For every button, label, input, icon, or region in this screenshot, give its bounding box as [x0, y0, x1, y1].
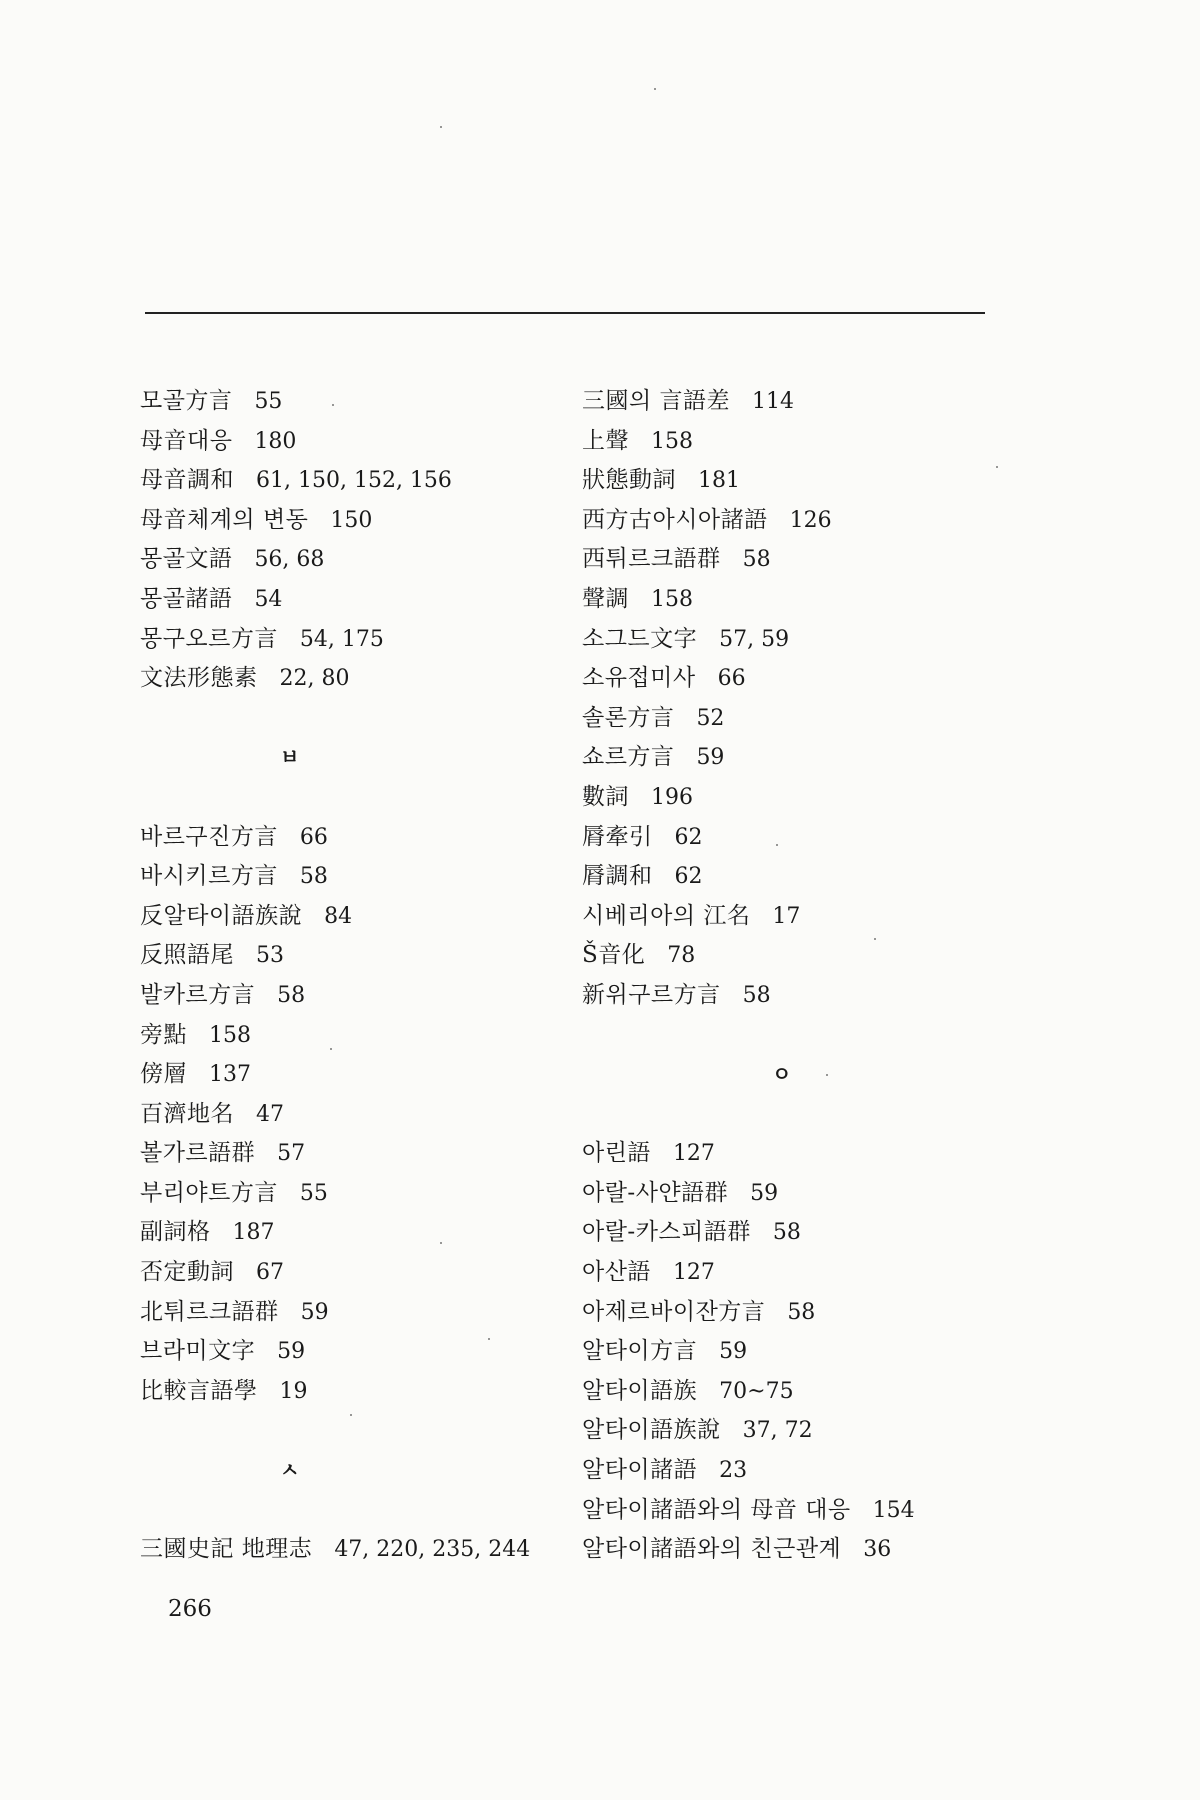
index-entry: [140, 897, 580, 937]
index-pages: 180: [254, 428, 297, 454]
index-pages: 36: [863, 1537, 892, 1563]
index-term: 소그드文字: [582, 625, 698, 652]
index-term: 三國史記 地理志: [140, 1536, 313, 1563]
index-term: 브라미文字: [140, 1338, 256, 1365]
index-pages: 55: [299, 1180, 328, 1206]
index-pages: 19: [279, 1378, 308, 1404]
index-entry: [582, 422, 1022, 462]
index-pages: 61, 150, 152, 156: [256, 468, 452, 494]
index-pages: 47: [256, 1101, 284, 1127]
index-term: 母音체계의 변동: [140, 506, 309, 533]
index-term: 否定動詞: [140, 1259, 234, 1286]
index-pages: 59: [300, 1299, 329, 1325]
index-pages: 57: [277, 1141, 306, 1167]
index-term: 알타이方言: [582, 1338, 698, 1365]
index-pages: 58: [299, 864, 328, 890]
index-entry: [582, 1372, 1022, 1412]
index-entry: [582, 897, 1022, 937]
index-term: 數詞: [582, 783, 629, 810]
index-pages: 70~75: [719, 1378, 794, 1404]
index-pages: 59: [719, 1339, 748, 1365]
index-pages: 59: [750, 1180, 779, 1206]
index-entry: [582, 580, 1022, 620]
index-entry: [582, 1332, 1022, 1372]
index-column-right: [582, 382, 1022, 1570]
index-term: 아랄-사얀語群: [582, 1179, 729, 1206]
index-term: 쇼르方言: [582, 744, 675, 771]
index-term: 三國의 言語差: [582, 388, 731, 414]
index-entry: [140, 659, 580, 699]
index-pages: 22, 80: [279, 666, 350, 692]
index-term: 百濟地名: [140, 1100, 234, 1127]
index-term: 上聲: [582, 427, 629, 454]
index-pages: 47, 220, 235, 244: [334, 1537, 531, 1563]
index-entry: [582, 1213, 1022, 1253]
index-entry: [140, 580, 580, 620]
index-entry: [582, 1293, 1022, 1333]
index-pages: 127: [672, 1260, 715, 1286]
index-pages: 114: [752, 389, 795, 414]
index-term: 바르구진方言: [140, 823, 278, 850]
index-entry: [140, 1213, 580, 1253]
index-entry: [140, 1174, 580, 1214]
index-term: 西方古아시아諸語: [582, 506, 768, 533]
index-term: 모골方言: [140, 388, 233, 414]
index-entry: [140, 1293, 580, 1333]
index-term: 솔론方言: [582, 704, 675, 731]
index-entry: [582, 540, 1022, 580]
index-entry: [140, 1530, 580, 1570]
scan-speck: [776, 844, 778, 846]
index-entry: [140, 1055, 580, 1095]
index-pages: 158: [651, 586, 693, 612]
scan-speck: [350, 1414, 352, 1416]
index-pages: 23: [719, 1458, 748, 1484]
index-term: 발카르方言: [140, 981, 256, 1008]
index-entry: [140, 976, 580, 1016]
index-entry: [140, 540, 580, 580]
index-term: 脣調和: [582, 863, 653, 890]
index-pages: 54: [254, 586, 283, 612]
index-term: 바시키르方言: [140, 863, 278, 890]
index-term: 아산語: [582, 1259, 651, 1286]
index-entry: [582, 976, 1022, 1016]
index-term: 新위구르方言: [582, 981, 721, 1008]
index-entry: [582, 857, 1022, 897]
index-pages: 59: [277, 1339, 306, 1365]
index-entry: [582, 501, 1022, 541]
index-pages: 187: [232, 1220, 275, 1246]
index-term: 反알타이語族說: [140, 902, 303, 929]
index-term: 알타이語族: [582, 1377, 698, 1404]
index-entry: [582, 1134, 1022, 1174]
index-entry: [140, 1253, 580, 1293]
index-entry: [140, 422, 580, 462]
index-pages: 62: [674, 864, 703, 890]
scan-speck: [440, 126, 442, 128]
index-term: 알타이諸語: [582, 1457, 698, 1484]
index-entry: [582, 1411, 1022, 1451]
index-term: 알타이語族說: [582, 1417, 721, 1444]
index-term: 알타이諸語와의 친근관계: [582, 1536, 842, 1563]
index-term: 볼가르語群: [140, 1140, 256, 1167]
index-pages: 52: [696, 705, 725, 731]
index-entry: [140, 857, 580, 897]
index-entry: [140, 1016, 580, 1056]
index-entry: [582, 1491, 1022, 1531]
index-entry: [582, 1253, 1022, 1293]
index-pages: 55: [254, 389, 283, 414]
index-entry: [140, 818, 580, 858]
scan-speck: [488, 1338, 490, 1340]
index-pages: 196: [651, 784, 693, 810]
index-pages: 158: [651, 428, 693, 454]
index-pages: 58: [742, 982, 771, 1008]
index-term: 西튀르크語群: [582, 546, 721, 573]
scan-speck: [332, 404, 334, 406]
index-term: 副詞格: [140, 1219, 211, 1246]
index-term: 알타이諸語와의 母音 대응: [582, 1496, 851, 1523]
index-term: 文法形態素: [140, 665, 258, 692]
index-entry: [582, 738, 1022, 778]
index-pages: 56, 68: [254, 547, 325, 573]
index-pages: 181: [698, 468, 740, 494]
index-term: 시베리아의 江名: [582, 902, 751, 929]
index-pages: 154: [872, 1497, 915, 1523]
index-entry: [140, 1372, 580, 1412]
index-pages: 78: [667, 943, 696, 969]
index-pages: 58: [742, 547, 771, 573]
index-term: 旁點: [140, 1021, 187, 1048]
index-pages: 58: [787, 1299, 816, 1325]
index-entry: [582, 699, 1022, 739]
index-pages: 137: [209, 1062, 251, 1088]
section-heading-b: ㅂ: [280, 745, 300, 770]
scan-speck: [826, 1074, 828, 1076]
index-pages: 53: [256, 943, 284, 969]
index-entry: [140, 1134, 580, 1174]
index-term: Š音化: [582, 942, 646, 969]
index-pages: 37, 72: [742, 1418, 813, 1444]
index-entry: [582, 659, 1022, 699]
index-term: 소유접미사: [582, 665, 696, 692]
top-rule: [145, 312, 985, 314]
index-term: 狀態動詞: [582, 467, 676, 494]
index-entry: [140, 1095, 580, 1135]
scan-speck: [440, 1242, 442, 1244]
index-term: 母音대응: [140, 427, 233, 454]
scan-speck: [330, 1048, 332, 1050]
index-entry: [582, 936, 1022, 976]
index-pages: 84: [324, 903, 353, 929]
index-term: 부리야트方言: [140, 1179, 278, 1206]
index-entry: [582, 1530, 1022, 1570]
index-entry: [582, 778, 1022, 818]
index-entry: [140, 620, 580, 660]
scan-speck: [874, 938, 876, 940]
index-pages: 62: [674, 824, 703, 850]
index-entry: [582, 1451, 1022, 1491]
index-pages: 127: [672, 1141, 715, 1167]
index-pages: 58: [277, 982, 306, 1008]
section-heading-s: ㅅ: [280, 1458, 300, 1483]
index-term: 아랄-카스피語群: [582, 1219, 751, 1246]
index-term: 몽구오르方言: [140, 625, 278, 652]
index-entry: [140, 936, 580, 976]
index-pages: 58: [772, 1220, 801, 1246]
index-entry: [140, 1332, 580, 1372]
index-entry: [582, 620, 1022, 660]
index-entry: [582, 461, 1022, 501]
index-term: 아린語: [582, 1140, 651, 1167]
index-entry: [582, 382, 1022, 422]
index-pages: 59: [696, 745, 725, 771]
index-pages: 57, 59: [719, 626, 790, 652]
index-entry: [140, 382, 580, 422]
index-pages: 54, 175: [299, 626, 384, 652]
index-term: 아제르바이잔方言: [582, 1298, 766, 1325]
index-entry: [140, 461, 580, 501]
scan-speck: [654, 88, 656, 90]
page-number: 266: [168, 1596, 212, 1622]
section-heading-o: ㅇ: [772, 1062, 792, 1087]
index-term: 몽골文語: [140, 546, 233, 573]
index-pages: 66: [299, 824, 328, 850]
index-term: 聲調: [582, 585, 629, 612]
index-term: 脣牽引: [582, 823, 653, 850]
index-pages: 66: [717, 666, 746, 692]
index-column-left: [140, 382, 580, 1570]
index-term: 反照語尾: [140, 942, 234, 969]
index-entry: [140, 501, 580, 541]
index-term: 比較言語學: [140, 1377, 258, 1404]
index-term: 北튀르크語群: [140, 1298, 279, 1325]
index-pages: 17: [772, 903, 801, 929]
index-term: 傍層: [140, 1061, 187, 1088]
index-pages: 158: [209, 1022, 251, 1048]
scan-speck: [996, 466, 998, 468]
index-pages: 67: [256, 1260, 284, 1286]
index-term: 몽골諸語: [140, 585, 233, 612]
index-pages: 150: [330, 507, 373, 533]
index-pages: 126: [789, 507, 832, 533]
index-term: 母音調和: [140, 467, 234, 494]
index-entry: [582, 818, 1022, 858]
index-entry: [582, 1174, 1022, 1214]
